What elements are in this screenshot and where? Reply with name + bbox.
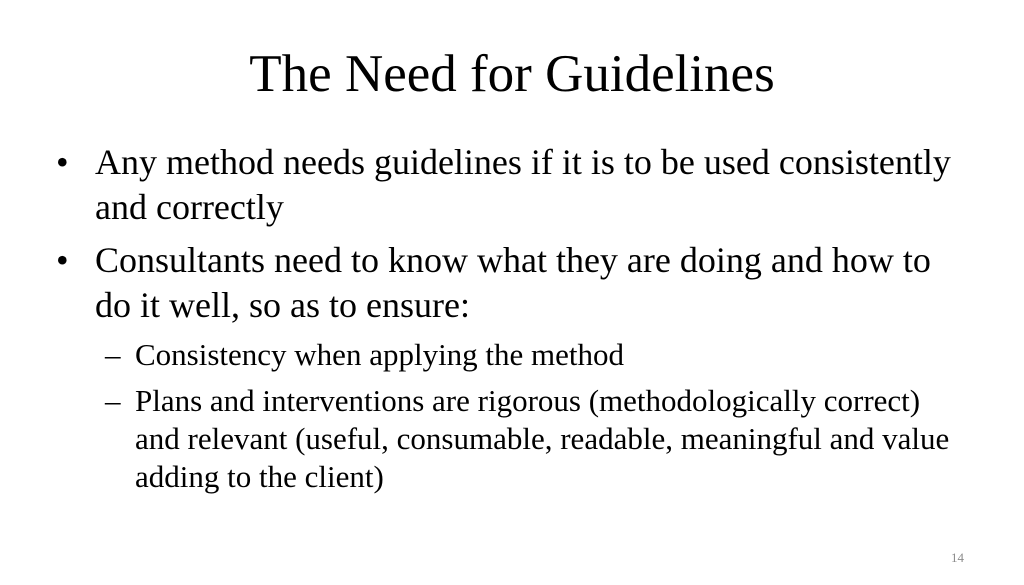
slide-title: The Need for Guidelines — [249, 45, 775, 103]
slide-content — [56, 140, 956, 504]
bullet-item — [56, 140, 956, 230]
bullet-item — [56, 238, 956, 328]
bullet-text: Any method needs guidelines if it is to be used consistently and correctly — [95, 142, 951, 227]
bullet-text: Consultants need to know what they are doing and how to do it well, so as to ensure: — [95, 240, 931, 325]
page-number: 14 — [951, 550, 964, 565]
sub-bullet-text: Consistency when applying the method — [135, 337, 625, 372]
sub-bullet-item — [105, 382, 956, 496]
sub-bullet-marker: – — [105, 383, 121, 418]
sub-bullet-text: Plans and interventions are rigorous (methodologically correct) and relevant (useful, consumable, readable, meaningful and value adding to the client) — [135, 383, 950, 494]
sub-bullet-marker: – — [105, 337, 121, 372]
sub-bullet-item — [105, 336, 956, 374]
bullet-marker: • — [56, 240, 69, 280]
bullet-marker: • — [56, 142, 69, 182]
